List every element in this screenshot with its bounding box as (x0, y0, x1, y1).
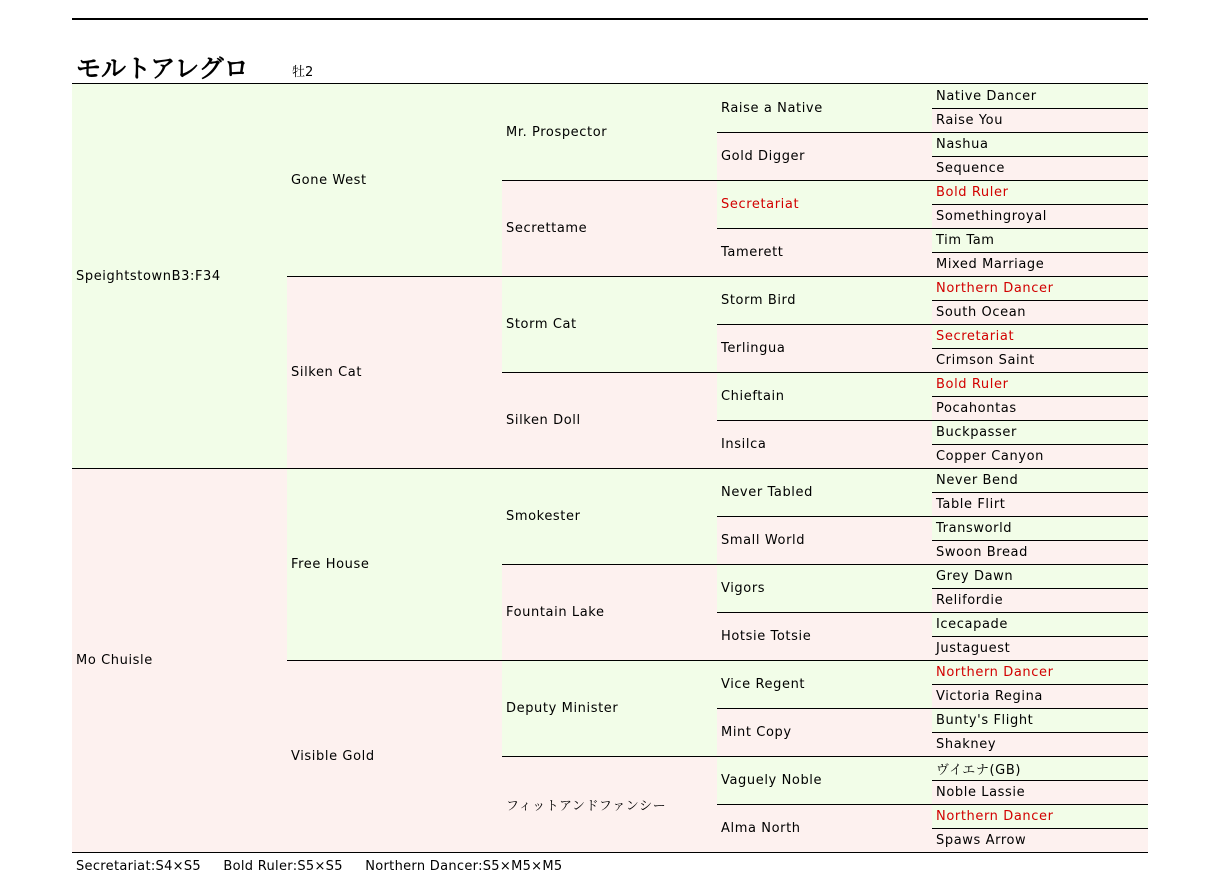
pedigree-gen3-cell: Silken Doll (502, 372, 717, 468)
pedigree-gen5-cell: South Ocean (932, 300, 1148, 324)
pedigree-gen4-cell: Alma North (717, 804, 932, 852)
pedigree-gen3-cell: Storm Cat (502, 276, 717, 372)
pedigree-gen3-cell: フィットアンドファンシー (502, 756, 717, 852)
pedigree-gen5-cell: Bunty's Flight (932, 708, 1148, 732)
pedigree-gen5-cell: Icecapade (932, 612, 1148, 636)
pedigree-gen5-cell: Grey Dawn (932, 564, 1148, 588)
pedigree-gen5-cell: Nashua (932, 132, 1148, 156)
inbreeding-item: Northern Dancer:S5×M5×M5 (365, 859, 563, 874)
horse-name: モルトアレグロ (76, 54, 249, 83)
pedigree-gen4-cell: Vice Regent (717, 660, 932, 708)
pedigree-gen5-cell: Noble Lassie (932, 780, 1148, 804)
inbreeding-item: Secretariat:S4×S5 (76, 859, 201, 874)
pedigree-gen4-cell: Gold Digger (717, 132, 932, 180)
inbreeding-summary (76, 858, 580, 876)
pedigree-gen3-cell: Deputy Minister (502, 660, 717, 756)
pedigree-gen5-cell: Mixed Marriage (932, 252, 1148, 276)
pedigree-gen4-cell: Vigors (717, 564, 932, 612)
pedigree-gen5-cell: Shakney (932, 732, 1148, 756)
horse-sex-age: 牡2 (292, 65, 314, 80)
pedigree-gen5-cell: Spaws Arrow (932, 828, 1148, 852)
pedigree-gen4-cell: Never Tabled (717, 468, 932, 516)
pedigree-gen4-cell: Chieftain (717, 372, 932, 420)
pedigree-gen4-cell: Terlingua (717, 324, 932, 372)
pedigree-gen5-cell: Crimson Saint (932, 348, 1148, 372)
pedigree-gen4-cell: Insilca (717, 420, 932, 468)
pedigree-gen2-cell: Free House (287, 468, 502, 660)
pedigree-gen5-cell: Justaguest (932, 636, 1148, 660)
pedigree-gen5-cell: Bold Ruler (932, 180, 1148, 204)
pedigree-gen3-cell: Fountain Lake (502, 564, 717, 660)
pedigree-gen4-cell: Secretariat (717, 180, 932, 228)
pedigree-gen3-cell: Smokester (502, 468, 717, 564)
pedigree-gen5-cell: Bold Ruler (932, 372, 1148, 396)
pedigree-gen5-cell: Victoria Regina (932, 684, 1148, 708)
pedigree-gen5-cell: Raise You (932, 108, 1148, 132)
pedigree-gen5-cell: Northern Dancer (932, 804, 1148, 828)
pedigree-gen5-cell: ヴイエナ(GB) (932, 756, 1148, 780)
pedigree-gen2-cell: Silken Cat (287, 276, 502, 468)
pedigree-gen4-cell: Raise a Native (717, 84, 932, 132)
pedigree-gen5-cell: Secretariat (932, 324, 1148, 348)
pedigree-gen4-cell: Hotsie Totsie (717, 612, 932, 660)
pedigree-gen5-cell: Never Bend (932, 468, 1148, 492)
pedigree-gen5-cell: Somethingroyal (932, 204, 1148, 228)
pedigree-gen4-cell: Storm Bird (717, 276, 932, 324)
pedigree-gen4-cell: Mint Copy (717, 708, 932, 756)
pedigree-gen5-cell: Transworld (932, 516, 1148, 540)
pedigree-gen5-cell: Tim Tam (932, 228, 1148, 252)
pedigree-gen5-cell: Swoon Bread (932, 540, 1148, 564)
pedigree-gen4-cell: Vaguely Noble (717, 756, 932, 804)
pedigree-gen5-cell: Copper Canyon (932, 444, 1148, 468)
pedigree-gen4-cell: Tamerett (717, 228, 932, 276)
pedigree-gen5-cell: Relifordie (932, 588, 1148, 612)
pedigree-gen2-cell: Visible Gold (287, 660, 502, 852)
pedigree-gen1-cell: SpeightstownB3:F34 (72, 84, 287, 468)
pedigree-gen5-cell: Northern Dancer (932, 660, 1148, 684)
pedigree-gen5-cell: Sequence (932, 156, 1148, 180)
pedigree-gen3-cell: Secrettame (502, 180, 717, 276)
pedigree-gen3-cell: Mr. Prospector (502, 84, 717, 180)
pedigree-gen5-cell: Northern Dancer (932, 276, 1148, 300)
pedigree-gen4-cell: Small World (717, 516, 932, 564)
top-rule (72, 18, 1148, 20)
pedigree-gen5-cell: Buckpasser (932, 420, 1148, 444)
pedigree-gen5-cell: Table Flirt (932, 492, 1148, 516)
pedigree-gen5-cell: Native Dancer (932, 84, 1148, 108)
pedigree-gen2-cell: Gone West (287, 84, 502, 276)
pedigree-table (72, 83, 1148, 853)
pedigree-gen1-cell: Mo Chuisle (72, 468, 287, 852)
inbreeding-item: Bold Ruler:S5×S5 (223, 859, 343, 874)
pedigree-gen5-cell: Pocahontas (932, 396, 1148, 420)
